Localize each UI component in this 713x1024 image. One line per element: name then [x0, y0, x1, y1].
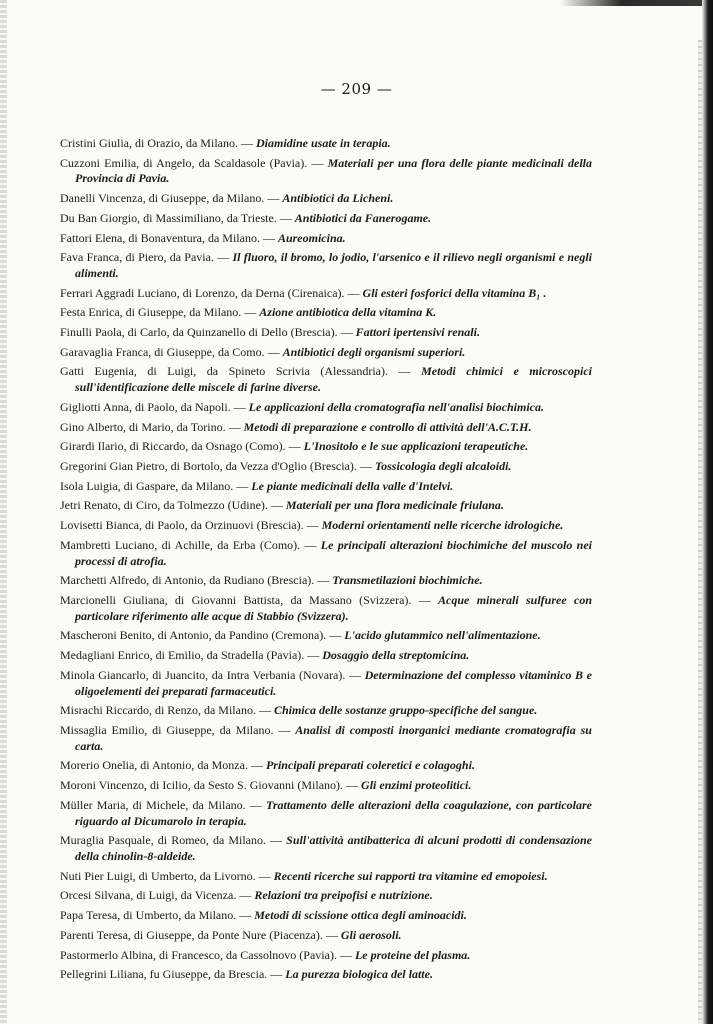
list-item	[60, 758, 592, 774]
entry-title: Fattori ipertensivi renali.	[355, 325, 480, 340]
entry-author: Girardi Ilario, di Riccardo, da Osnago (Como). —	[60, 439, 304, 454]
entry-title: L'acido glutammico nell'alimentazione.	[344, 628, 541, 643]
entry-author: Pellegrini Liliana, fu Giuseppe, da Brescia. —	[60, 967, 286, 982]
entry-title: La purezza biologica del latte.	[285, 967, 433, 982]
entry-title: Le applicazioni della cromatografia nell'analisi biochimica.	[248, 399, 544, 414]
entry-title: Materiali per una flora medicinale friulana.	[285, 498, 504, 513]
entry-title: Analisi di composti inorganici mediante cromatografia su carta.	[75, 722, 592, 753]
entry-author: Finulli Paola, di Carlo, da Quinzanello di Dello (Brescia). —	[60, 325, 356, 340]
list-item	[60, 325, 592, 341]
entry-author: Parenti Teresa, di Giuseppe, da Ponte Nure (Piacenza). —	[60, 927, 341, 942]
page-edge-top	[560, 0, 713, 6]
entry-author: Garavaglia Franca, di Giuseppe, da Como. —	[60, 344, 283, 359]
list-item	[60, 420, 592, 436]
entry-author: Nuti Pier Luigi, di Umberto, da Livorno. —	[60, 868, 274, 883]
list-item	[60, 250, 592, 282]
entry-author: Mascheroni Benito, di Antonio, da Pandino (Cremona). —	[60, 628, 345, 643]
entry-author: Jetri Renato, di Ciro, da Tolmezzo (Udine). —	[60, 498, 286, 513]
entry-author: Morerio Onelia, di Antonio, da Monza. —	[60, 758, 266, 773]
entry-title: Acque minerali sulfuree con particolare riferimento alle acque di Stabbio (Svizzera).	[75, 592, 592, 623]
entry-title: Metodi chimici e microscopici sull'identificazione delle miscele di farine diverse.	[75, 364, 592, 395]
list-item	[60, 648, 592, 664]
entry-author: Missaglia Emilio, di Giuseppe, da Milano. —	[60, 722, 296, 737]
entry-author: Marchetti Alfredo, di Antonio, da Rudiano (Brescia). —	[60, 573, 333, 588]
entry-title: Relazioni tra preipofisi e nutrizione.	[254, 888, 433, 903]
entry-title: Metodi di scissione ottica degli aminoacidi.	[254, 908, 467, 923]
entry-title: Gli esteri fosforici della vitamina B₁ .	[362, 285, 547, 300]
list-item	[60, 305, 592, 321]
thesis-list	[60, 136, 592, 987]
list-item	[60, 231, 592, 247]
entry-author: Festa Enrica, di Giuseppe, da Milano. —	[60, 305, 260, 320]
entry-title: Antibiotici degli organismi superiori.	[282, 344, 466, 359]
list-item	[60, 668, 592, 700]
entry-author: Lovisetti Bianca, di Paolo, da Orzinuovi (Brescia). —	[60, 518, 322, 533]
entry-author: Misrachi Riccardo, di Renzo, da Milano. —	[60, 703, 274, 718]
entry-title: Recenti ricerche sui rapporti tra vitamine ed emopoiesi.	[273, 868, 548, 883]
entry-title: Sull'attività antibatterica di alcuni prodotti di condensazione della chinolin-8-aldeide.	[75, 833, 592, 864]
list-item	[60, 628, 592, 644]
entry-title: Azione antibiotica della vitamina K.	[259, 305, 437, 320]
entry-title: Le piante medicinali della valle d'Intelvi.	[251, 478, 454, 493]
entry-author: Moroni Vincenzo, di Icilio, da Sesto S. Giovanni (Milano). —	[60, 778, 362, 793]
list-item	[60, 908, 592, 924]
page-number: — 209 —	[320, 80, 393, 98]
entry-title: Determinazione del complesso vitaminico B e oligoelementi dei preparati farmaceutici.	[75, 667, 592, 698]
entry-author: Fattori Elena, di Bonaventura, da Milano. —	[60, 230, 278, 245]
entry-title: Antibiotici da Fanerogame.	[294, 210, 432, 225]
entry-title: Trattamento delle alterazioni della coagulazione, con particolare riguardo al Dicumarolo in terapia.	[75, 797, 592, 828]
list-item	[60, 798, 592, 830]
entry-title: Antibiotici da Licheni.	[282, 191, 394, 206]
list-item	[60, 345, 592, 361]
list-item	[60, 948, 592, 964]
entry-title: Principali preparati coleretici e colagoghi.	[265, 758, 475, 773]
entry-title: Il fluoro, il bromo, lo jodio, l'arsenico e il rilievo negli organismi e negli alimenti.	[75, 250, 593, 281]
entry-author: Isola Luigia, di Gaspare, da Milano. —	[60, 478, 252, 493]
list-item	[60, 364, 592, 396]
entry-author: Pastormerlo Albina, di Francesco, da Cassolnovo (Pavia). —	[60, 947, 355, 962]
entry-author: Cuzzoni Emilia, di Angelo, da Scaldasole (Pavia). —	[60, 155, 328, 170]
list-item	[60, 928, 592, 944]
entry-author: Minola Giancarlo, di Juancito, da Intra Verbania (Novara). —	[60, 667, 365, 682]
list-item	[60, 703, 592, 719]
entry-title: Moderni orientamenti nelle ricerche idrologiche.	[321, 518, 564, 533]
list-item	[60, 400, 592, 416]
entry-author: Gigliotti Anna, di Paolo, da Napoli. —	[60, 399, 249, 414]
entry-title: Metodi di preparazione e controllo di attività dell'A.C.T.H.	[243, 419, 532, 434]
list-item	[60, 191, 592, 207]
list-item	[60, 459, 592, 475]
entry-author: Fava Franca, di Piero, da Pavia. —	[60, 250, 233, 265]
list-item	[60, 136, 592, 152]
list-item	[60, 967, 592, 983]
entry-author: Gatti Eugenia, di Luigi, da Spineto Scrivia (Alessandria). —	[60, 364, 422, 379]
entry-title: Le principali alterazioni biochimiche del muscolo nei processi di atrofia.	[75, 537, 592, 568]
entry-author: Danelli Vincenza, di Giuseppe, da Milano. —	[60, 191, 283, 206]
entry-author: Orcesi Silvana, di Luigi, da Vicenza. —	[60, 888, 255, 903]
entry-author: Marcionelli Giuliana, di Giovanni Battista, da Massano (Svizzera). —	[60, 592, 439, 607]
entry-title: Gli aerosoli.	[340, 927, 402, 942]
list-item	[60, 833, 592, 865]
list-item	[60, 498, 592, 514]
list-item	[60, 573, 592, 589]
list-item	[60, 286, 592, 302]
list-item	[60, 211, 592, 227]
entry-author: Medagliani Enrico, di Emilio, da Stradella (Pavia). —	[60, 648, 323, 663]
page-edge-right	[702, 0, 713, 1024]
list-item	[60, 723, 592, 755]
list-item	[60, 518, 592, 534]
list-item	[60, 869, 592, 885]
entry-title: Transmetilazioni biochimiche.	[332, 573, 483, 588]
entry-title: Aureomicina.	[277, 230, 346, 245]
page-edge-left	[0, 0, 7, 1024]
entry-title: Materiali per una flora delle piante medicinali della Provincia di Pavia.	[75, 155, 593, 186]
list-item	[60, 479, 592, 495]
list-item	[60, 593, 592, 625]
entry-author: Müller Maria, di Michele, da Milano. —	[60, 797, 266, 812]
list-item	[60, 156, 592, 188]
entry-title: Tossicologia degli alcaloidi.	[374, 459, 512, 474]
list-item	[60, 439, 592, 455]
entry-title: Chimica delle sostanze gruppo-specifiche del sangue.	[273, 703, 538, 718]
entry-title: Diamidine usate in terapia.	[255, 136, 391, 150]
entry-author: Cristini Giulia, di Orazio, da Milano. —	[60, 136, 256, 150]
entry-author: Du Ban Giorgio, di Massimiliano, da Trieste. —	[60, 210, 295, 225]
entry-author: Papa Teresa, di Umberto, da Milano. —	[60, 908, 255, 923]
entry-author: Mambretti Luciano, di Achille, da Erba (Como). —	[60, 537, 321, 552]
entry-author: Ferrari Aggradi Luciano, di Lorenzo, da Derna (Cirenaica). —	[60, 285, 363, 300]
list-item	[60, 538, 592, 570]
entry-title: L'Inositolo e le sue applicazioni terapeutiche.	[303, 439, 529, 454]
entry-title: Gli enzimi proteolitici.	[361, 778, 472, 793]
entry-author: Gregorini Gian Pietro, di Bortolo, da Vezza d'Oglio (Brescia). —	[60, 459, 375, 474]
entry-author: Muraglia Pasquale, di Romeo, da Milano. —	[60, 833, 287, 848]
entry-author: Gino Alberto, di Mario, da Torino. —	[60, 419, 244, 434]
entry-title: Dosaggio della streptomicina.	[322, 648, 470, 663]
entry-title: Le proteine del plasma.	[354, 947, 471, 962]
list-item	[60, 778, 592, 794]
list-item	[60, 888, 592, 904]
